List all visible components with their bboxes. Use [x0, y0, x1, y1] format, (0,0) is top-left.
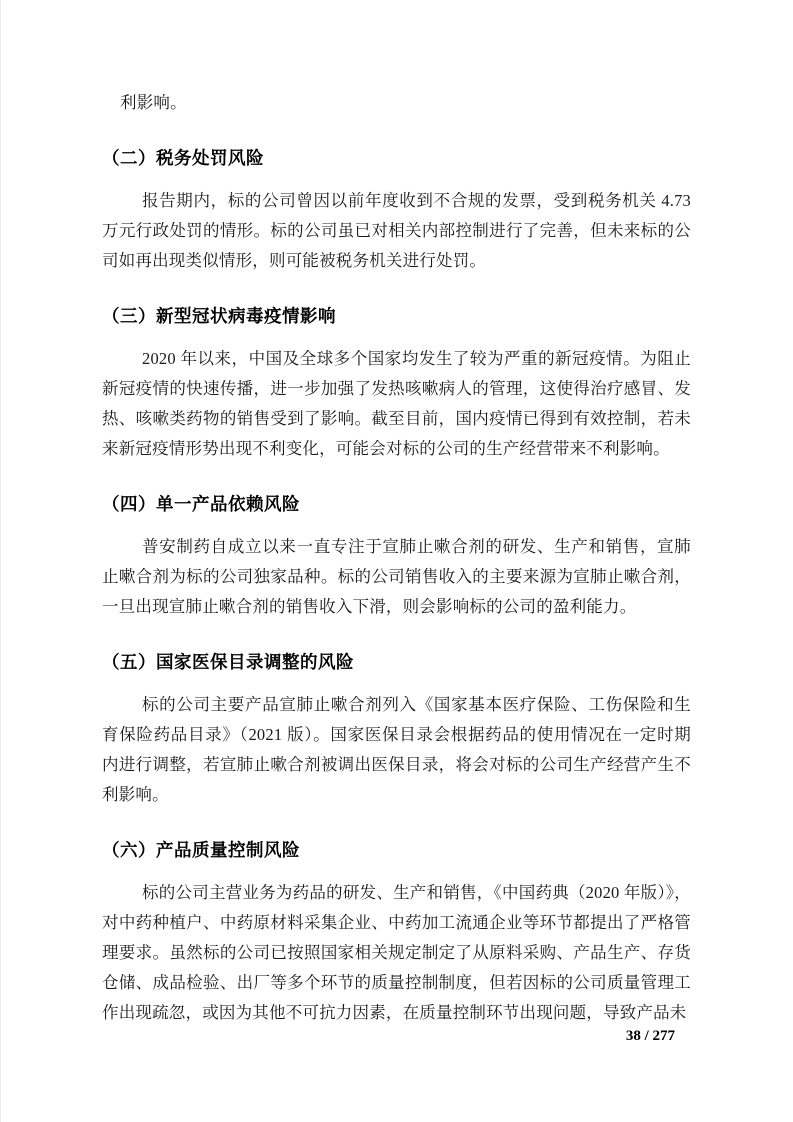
section-heading-product-quality-risk: （六）产品质量控制风险 [102, 840, 300, 860]
document-content [102, 88, 691, 1044]
page-footer [102, 1028, 691, 1044]
section-body-product-quality-risk: 标的公司主营业务为药品的研发、生产和销售，《中国药典（2020 年版）》，对中药种植户、中药原材料采集企业、中药加工流通企业等环节都提出了严格管理要求。虽然标的公司已按照国家相关规定制定了从原料采购、产品生产、存货仓储、成品检验、出厂等多个环节的质量控制制度，但若因标的公司质量管理工作出现疏忽，或因为其他不可抗力因素，在质量控制环节出现问题，导致产品未 [102, 883, 691, 1022]
section-heading-tax-penalty-risk: （二）税务处罚风险 [102, 148, 264, 168]
section-heading-single-product-risk: （四）单一产品依赖风险 [102, 494, 300, 514]
section-heading-medical-insurance-catalog-risk: （五）国家医保目录调整的风险 [102, 652, 354, 672]
section-body-tax-penalty-risk: 报告期内，标的公司曾因以前年度收到不合规的发票，受到税务机关 4.73 万元行政处罚的情形。标的公司虽已对相关内部控制进行了完善，但未来标的公司如再出现类似情形，则可能被税务机关进行处罚。 [102, 191, 691, 270]
section-heading-covid-impact: （三）新型冠状病毒疫情影响 [102, 306, 336, 326]
section-body-single-product-risk: 普安制药自成立以来一直专注于宣肺止嗽合剂的研发、生产和销售，宣肺止嗽合剂为标的公司独家品种。标的公司销售收入的主要来源为宣肺止嗽合剂，一旦出现宣肺止嗽合剂的销售收入下滑，则会影响标的公司的盈利能力。 [102, 537, 691, 616]
paragraph-continuation: 利影响。 [120, 93, 187, 112]
section-body-medical-insurance-catalog-risk: 标的公司主要产品宣肺止嗽合剂列入《国家基本医疗保险、工伤保险和生育保险药品目录》（2021 版）。国家医保目录会根据药品的使用情况在一定时期内进行调整，若宣肺止嗽合剂被调出医保目录，将会对标的公司生产经营产生不利影响。 [102, 695, 691, 804]
page-number: 38 / 277 [625, 1028, 675, 1044]
section-body-covid-impact: 2020 年以来，中国及全球多个国家均发生了较为严重的新冠疫情。为阻止新冠疫情的快速传播，进一步加强了发热咳嗽病人的管理，这使得治疗感冒、发热、咳嗽类药物的销售受到了影响。截至目前，国内疫情已得到有效控制，若未来新冠疫情形势出现不利变化，可能会对标的公司的生产经营带来不利影响。 [102, 349, 691, 458]
